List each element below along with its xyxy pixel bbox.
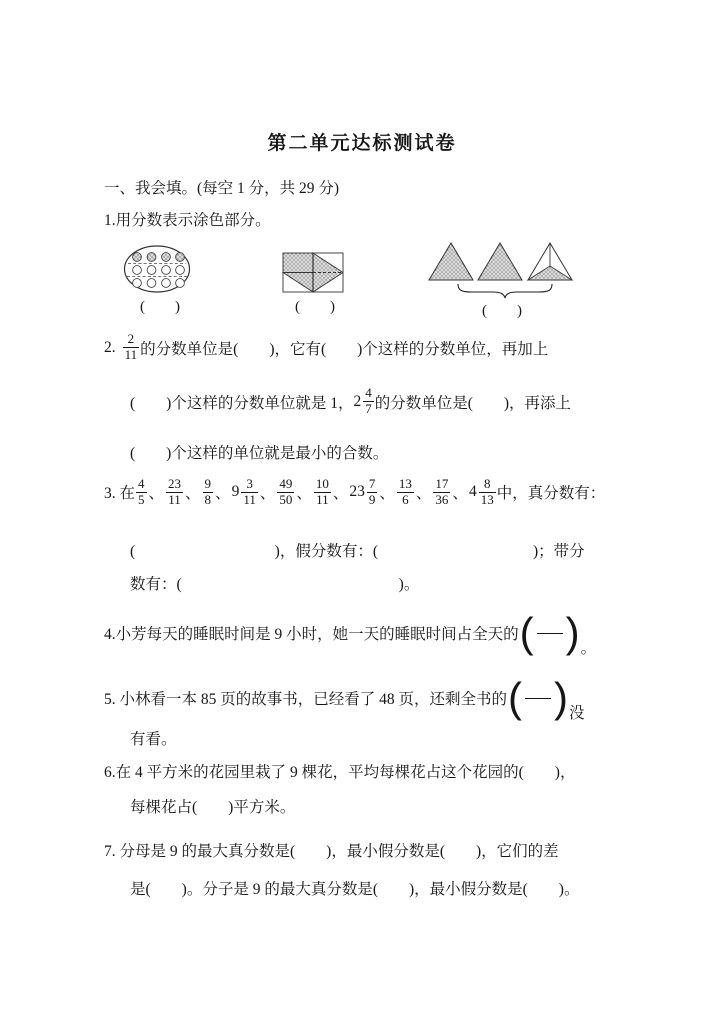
fraction-bar bbox=[525, 698, 551, 699]
section-heading: 一、我会填。(每空 1 分，共 29 分) bbox=[104, 180, 340, 197]
question-2-line-1 bbox=[104, 329, 548, 366]
list-separator: 、 bbox=[379, 485, 395, 502]
fraction-bar bbox=[537, 633, 563, 634]
question-5-line-1 bbox=[104, 673, 585, 723]
fraction: $\frac{2}{11}$ bbox=[124, 331, 138, 362]
question-3-line-3: 数有：( )。 bbox=[130, 576, 420, 593]
list-separator: 、 bbox=[415, 485, 432, 502]
q5-post: 没 bbox=[569, 705, 585, 723]
figure-3-answer-blank: ( ) bbox=[482, 303, 522, 319]
q4-period: 。 bbox=[580, 640, 597, 658]
figure-1-answer-blank: ( ) bbox=[140, 299, 180, 315]
list-separator: 、 bbox=[296, 485, 312, 502]
question-3-line-2: ( )，假分数有：( )；带分 bbox=[130, 543, 585, 560]
fraction-answer-blank: ( ) bbox=[519, 609, 580, 656]
list-separator: 、 bbox=[332, 485, 349, 502]
fraction: $\frac{49}{50}$ bbox=[279, 475, 293, 507]
question-4-line bbox=[104, 608, 596, 658]
question-2-line-3: ( )个这样的单位就是最小的合数。 bbox=[130, 445, 389, 462]
question-7-line-2: 是( )。分子是 9 的最大真分数是( )，最小假分数是( )。 bbox=[130, 881, 580, 898]
fraction: $\frac{23}{11}$ bbox=[168, 475, 182, 507]
fraction: $\frac{17}{36}$ bbox=[435, 475, 449, 507]
q2-line2-pre: ( )个这样的分数单位就是 1， bbox=[130, 394, 354, 412]
list-separator: 、 bbox=[259, 485, 276, 502]
figure-2-answer-blank: ( ) bbox=[295, 299, 335, 315]
q4-text: 4.小芳每天的睡眠时间是 9 小时，她一天的睡眠时间占全天的 bbox=[104, 626, 519, 643]
question-5-line-2: 有看。 bbox=[130, 731, 177, 748]
mixed-number: 2 $\frac{4}{7}$ bbox=[353, 385, 372, 416]
shaded-rectangle-figure bbox=[281, 251, 345, 294]
q2-line1-text: 的分数单位是( )，它有( )个这样的分数单位，再加上 bbox=[140, 340, 549, 358]
question-7-line-1: 7. 分母是 9 的最大真分数是( )，最小假分数是( )，它们的差 bbox=[104, 843, 559, 860]
list-separator: 、 bbox=[215, 485, 231, 502]
shaded-triangles-figure bbox=[427, 241, 577, 301]
question-2-line-2 bbox=[130, 383, 571, 420]
fraction: $\frac{10}{11}$ bbox=[315, 475, 329, 507]
mixed-number: 23 $\frac{7}{9}$ bbox=[349, 475, 376, 507]
q3-prefix: 3. 在 bbox=[104, 485, 136, 502]
fraction: $\frac{13}{6}$ bbox=[398, 475, 412, 507]
list-separator: 、 bbox=[185, 485, 201, 502]
fraction: $\frac{4}{5}$ bbox=[138, 475, 145, 507]
q2-number: 2. bbox=[104, 338, 116, 356]
fraction: $\frac{9}{8}$ bbox=[204, 475, 212, 507]
q5-text: 5. 小林看一本 85 页的故事书，已经看了 48 页，还剩全书的 bbox=[104, 691, 508, 708]
mixed-number: 9 $\frac{3}{11}$ bbox=[231, 475, 256, 507]
list-separator: 、 bbox=[452, 485, 468, 502]
list-separator: 、 bbox=[148, 485, 165, 502]
mixed-number: 4 $\frac{8}{13}$ bbox=[468, 475, 494, 507]
question-6-line-1: 6.在 4 平方米的花园里栽了 9 棵花，平均每棵花占这个花园的( )， bbox=[104, 764, 576, 781]
question-6-line-2: 每棵花占( )平方米。 bbox=[130, 799, 296, 816]
question-3-line-1 bbox=[104, 473, 605, 511]
q3-suffix: 中，真分数有： bbox=[496, 485, 606, 502]
fraction-answer-blank: ( ) bbox=[508, 674, 569, 721]
q2-line2-post: 的分数单位是( )，再添上 bbox=[374, 394, 572, 412]
shaded-circles-figure bbox=[123, 244, 193, 296]
question-1-text: 1.用分数表示涂色部分。 bbox=[104, 212, 271, 229]
brace-under-triangles bbox=[458, 284, 552, 298]
page-title: 第二单元达标测试卷 bbox=[267, 133, 457, 154]
